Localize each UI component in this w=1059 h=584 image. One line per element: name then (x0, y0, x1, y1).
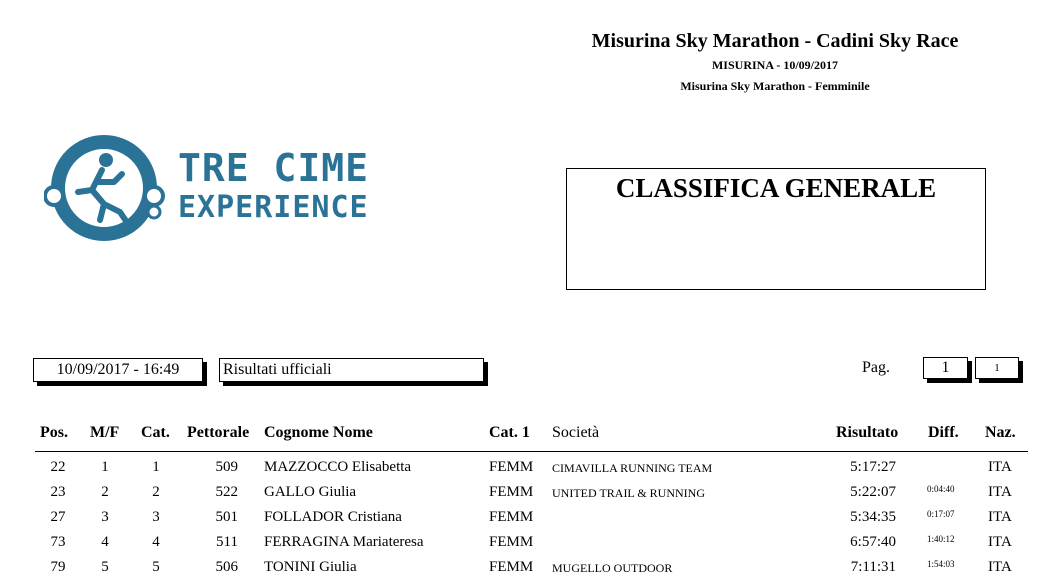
cell-naz: ITA (988, 509, 1012, 525)
page-current: 1 (923, 357, 968, 379)
page-label: Pag. (862, 359, 890, 376)
cell-cat1: FEMM (489, 484, 534, 500)
cell-pettorale: 522 (215, 484, 238, 500)
cell-cat1: FEMM (489, 459, 534, 475)
page-total: 1 (975, 357, 1019, 379)
table-header (0, 424, 1059, 448)
cell-societa: MUGELLO OUTDOOR (552, 561, 673, 575)
col-cat1: Cat. 1 (489, 424, 530, 441)
logo-line1: TRE CIME (178, 146, 370, 190)
cell-diff: 0:17:07 (927, 509, 955, 519)
runner-emblem-icon (44, 132, 168, 248)
cell-naz: ITA (988, 459, 1012, 475)
cell-pos: 79 (50, 559, 66, 575)
cell-mf: 1 (101, 459, 109, 475)
event-location-date: MISURINA - 10/09/2017 (711, 58, 838, 72)
cell-risultato: 5:34:35 (850, 509, 896, 525)
classifica-box (566, 168, 986, 290)
col-pettorale: Pettorale (187, 424, 250, 441)
table-row (0, 509, 1059, 534)
col-pos: Pos. (40, 424, 68, 441)
cell-pos: 23 (50, 484, 66, 500)
col-diff: Diff. (928, 424, 959, 441)
cell-cat: 4 (152, 534, 160, 550)
cell-cat1: FEMM (489, 559, 534, 575)
cell-mf: 5 (101, 559, 109, 575)
cell-mf: 4 (101, 534, 109, 550)
cell-name: FERRAGINA Mariateresa (264, 534, 424, 550)
cell-mf: 2 (101, 484, 109, 500)
cell-pettorale: 501 (215, 509, 238, 525)
cell-cat1: FEMM (489, 509, 534, 525)
classifica-title: CLASSIFICA GENERALE (615, 173, 937, 203)
table-row (0, 534, 1059, 559)
cell-name: MAZZOCCO Elisabetta (264, 459, 412, 475)
cell-name: FOLLADOR Cristiana (264, 509, 402, 525)
col-societa: Società (552, 424, 600, 441)
cell-cat: 2 (152, 484, 160, 500)
cell-cat: 3 (152, 509, 160, 525)
cell-societa: UNITED TRAIL & RUNNING (552, 486, 705, 500)
cell-naz: ITA (988, 559, 1012, 575)
cell-risultato: 5:22:07 (850, 484, 896, 500)
event-category: Misurina Sky Marathon - Femminile (680, 79, 870, 93)
cell-diff: 1:54:03 (927, 559, 955, 569)
logo-line2: EXPERIENCE (178, 190, 369, 225)
cell-name: TONINI Giulia (264, 559, 357, 575)
col-naz: Naz. (985, 424, 1016, 441)
cell-risultato: 5:17:27 (850, 459, 896, 475)
cell-risultato: 7:11:31 (850, 559, 896, 575)
cell-pettorale: 506 (215, 559, 238, 575)
cell-risultato: 6:57:40 (850, 534, 896, 550)
cell-societa: CIMAVILLA RUNNING TEAM (552, 461, 713, 475)
table-row (0, 484, 1059, 509)
col-cat: Cat. (141, 424, 170, 441)
cell-naz: ITA (988, 484, 1012, 500)
datetime-box: 10/09/2017 - 16:49 (33, 358, 203, 382)
cell-cat: 5 (152, 559, 160, 575)
cell-diff: 1:40:12 (927, 534, 955, 544)
header-divider (35, 451, 1028, 452)
cell-diff: 0:04:40 (927, 484, 955, 494)
status-box: Risultati ufficiali (219, 358, 484, 382)
cell-name: GALLO Giulia (264, 484, 357, 500)
cell-pos: 27 (50, 509, 66, 525)
event-title: Misurina Sky Marathon - Cadini Sky Race (591, 30, 959, 52)
table-row (0, 559, 1059, 584)
cell-pos: 73 (50, 534, 66, 550)
cell-pos: 22 (50, 459, 66, 475)
cell-mf: 3 (101, 509, 109, 525)
col-name: Cognome Nome (264, 424, 373, 441)
col-mf: M/F (90, 424, 120, 441)
cell-cat1: FEMM (489, 534, 534, 550)
cell-cat: 1 (152, 459, 160, 475)
tre-cime-logo (44, 128, 414, 248)
col-risultato: Risultato (836, 424, 899, 441)
table-row (0, 459, 1059, 484)
cell-pettorale: 511 (216, 534, 238, 550)
cell-naz: ITA (988, 534, 1012, 550)
cell-pettorale: 509 (215, 459, 238, 475)
